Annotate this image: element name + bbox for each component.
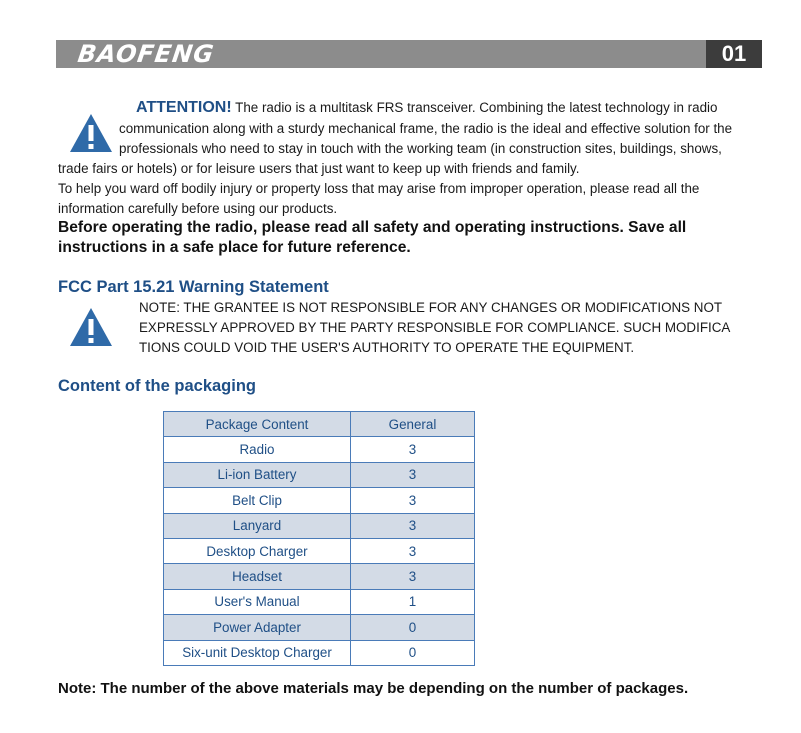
item-quantity: 3 [351,462,475,487]
table-row [164,538,475,563]
column-header: General [351,412,475,437]
table-row [164,564,475,589]
intro-bold-line-2: instructions in a safe place for future reference. [58,239,411,256]
brand-logo: BAOFENG [76,40,217,68]
warning-triangle-icon [68,306,114,348]
item-quantity: 3 [351,538,475,563]
table-row [164,640,475,665]
intro-line-6: information carefully before using our products. [58,201,338,216]
item-name: Desktop Charger [164,538,351,563]
fcc-heading: FCC Part 15.21 Warning Statement [58,278,329,296]
intro-bold-line-1: Before operating the radio, please read all safety and operating instructions. Save all [58,219,687,236]
item-name: Six-unit Desktop Charger [164,640,351,665]
item-quantity: 0 [351,640,475,665]
intro-line-1-text: The radio is a multitask FRS transceiver. Combining the latest technology in radio [231,100,718,115]
item-name: Radio [164,437,351,462]
table-row [164,513,475,538]
fcc-line-2: EXPRESSLY APPROVED BY THE PARTY RESPONSIBLE FOR COMPLIANCE. SUCH MODIFICA [139,320,731,335]
item-name: User's Manual [164,589,351,614]
intro-line-4: trade fairs or hotels) or for leisure users that just want to keep up with friends and family. [58,161,580,176]
item-name: Li-ion Battery [164,462,351,487]
packaging-heading: Content of the packaging [58,377,256,395]
item-quantity: 0 [351,615,475,640]
intro-line-3: professionals who need to stay in touch with the working team (in construction sites, buildings, shows, [119,141,722,156]
item-name: Belt Clip [164,488,351,513]
intro-line-1 [136,98,717,118]
fcc-notice [139,298,769,358]
table-row [164,462,475,487]
table-row [164,589,475,614]
table-row [164,437,475,462]
item-name: Headset [164,564,351,589]
item-quantity: 1 [351,589,475,614]
header-bar [56,40,762,68]
table-row [164,615,475,640]
page-number: 01 [706,40,762,68]
attention-label: ATTENTION! [136,99,232,116]
table-header-row [164,412,475,437]
warning-triangle-icon [68,112,114,154]
fcc-line-3: TIONS COULD VOID THE USER'S AUTHORITY TO OPERATE THE EQUIPMENT. [139,340,635,355]
item-quantity: 3 [351,437,475,462]
packaging-note: Note: The number of the above materials may be depending on the number of packages. [58,680,689,697]
fcc-line-1: NOTE: THE GRANTEE IS NOT RESPONSIBLE FOR ANY CHANGES OR MODIFICATIONS NOT [139,300,723,315]
table-row [164,488,475,513]
item-name: Lanyard [164,513,351,538]
column-header: Package Content [164,412,351,437]
item-quantity: 3 [351,564,475,589]
intro-line-5: To help you ward off bodily injury or property loss that may arise from improper operation, please read all the [58,181,700,196]
item-name: Power Adapter [164,615,351,640]
item-quantity: 3 [351,513,475,538]
packaging-table [163,411,475,666]
intro-line-2: communication along with a sturdy mechanical frame, the radio is the ideal and effective solution for the [119,121,733,136]
item-quantity: 3 [351,488,475,513]
